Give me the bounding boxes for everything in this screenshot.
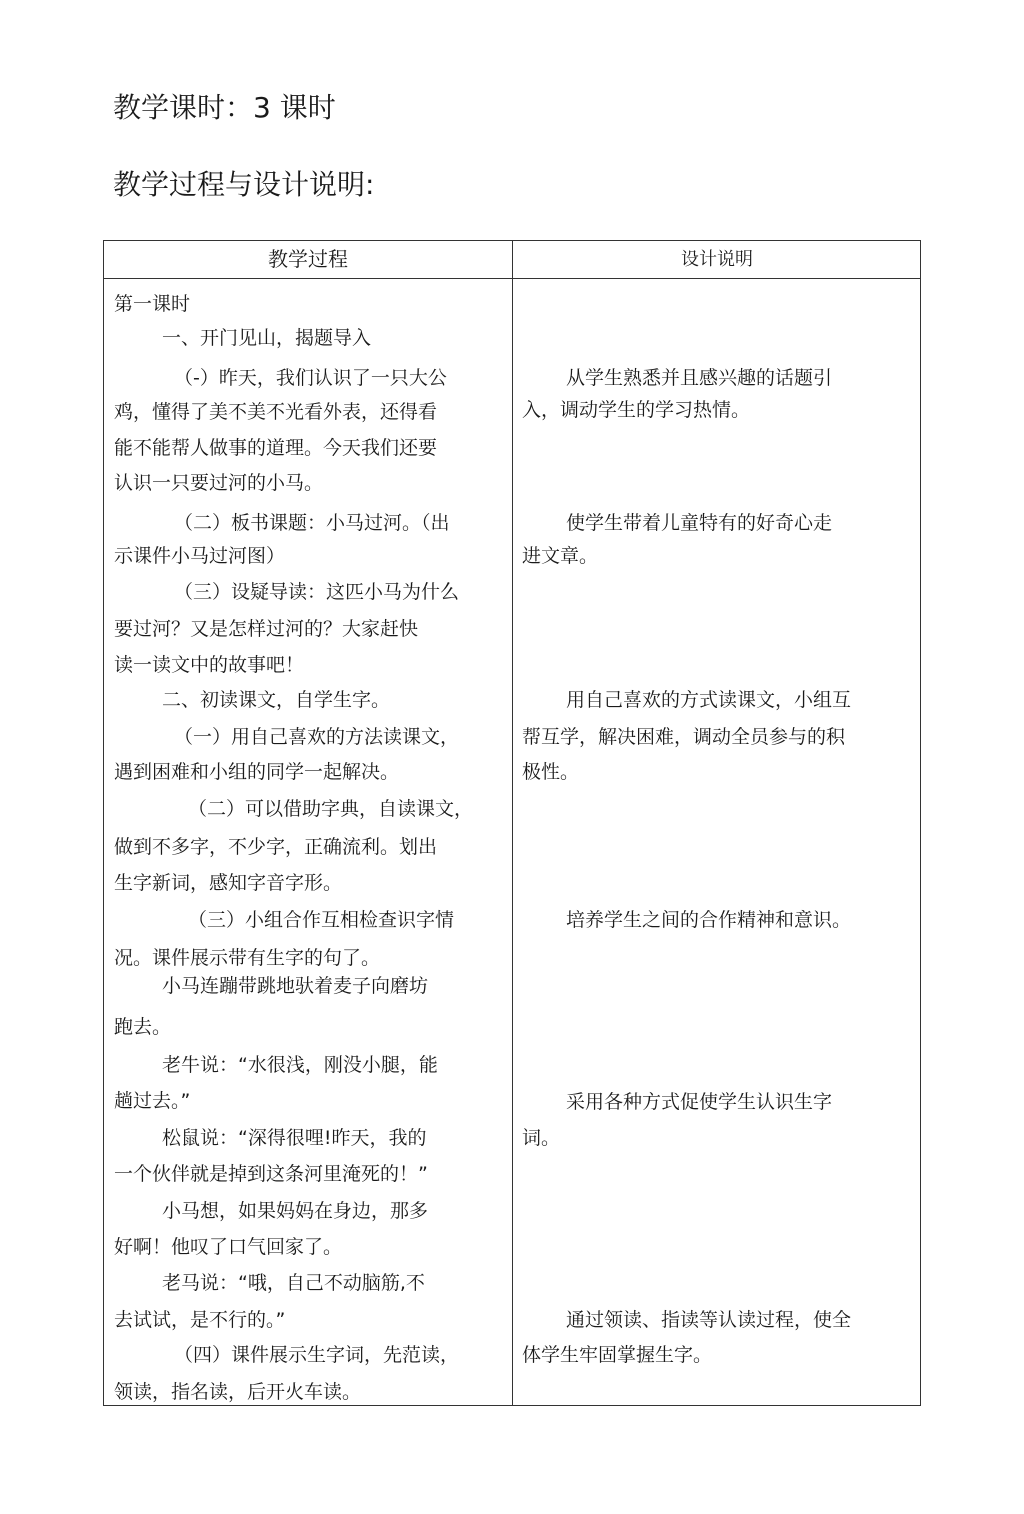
process-line: （二）可以借助字典，自读课文， bbox=[188, 798, 474, 820]
process-line: 好啊！他叹了口气回家了。 bbox=[114, 1236, 343, 1258]
process-line: （三）设疑导读：这匹小马为什么 bbox=[174, 581, 460, 603]
process-line: 趟过去。” bbox=[114, 1090, 191, 1112]
process-line: 一、开门见山，揭题导入 bbox=[162, 327, 372, 349]
teaching-hours-heading: 教学课时：3 课时 bbox=[113, 91, 336, 124]
process-line: 要过河？又是怎样过河的？大家赶快 bbox=[114, 618, 419, 640]
design-note-line: 极性。 bbox=[522, 761, 580, 783]
design-note-line: 使学生带着儿童特有的好奇心走 bbox=[566, 512, 833, 534]
column-header-design-notes: 设计说明 bbox=[681, 249, 753, 270]
lesson-plan-table bbox=[103, 240, 921, 1406]
process-line: （一）用自己喜欢的方法读课文， bbox=[174, 726, 460, 748]
process-line: 跑去。 bbox=[114, 1016, 172, 1038]
process-line: 领读，指名读，后开火车读。 bbox=[114, 1381, 362, 1403]
design-note-line: 从学生熟悉并且感兴趣的话题引 bbox=[566, 367, 833, 389]
process-line: （二）板书课题：小马过河。（出 bbox=[174, 512, 450, 534]
process-line: 读一读文中的故事吧！ bbox=[114, 654, 305, 676]
design-note-line: 采用各种方式促使学生认识生字 bbox=[566, 1091, 833, 1113]
process-line: 做到不多字，不少字，正确流利。划出 bbox=[114, 836, 438, 858]
process-line: 小马想，如果妈妈在身边，那多 bbox=[162, 1200, 429, 1222]
design-note-line: 通过领读、指读等认读过程，使全 bbox=[566, 1309, 852, 1331]
column-divider bbox=[512, 241, 513, 1405]
process-line: （-）昨天，我们认识了一只大公 bbox=[174, 367, 447, 389]
process-line: 二、初读课文，自学生字。 bbox=[162, 689, 391, 711]
process-line: 生字新词，感知字音字形。 bbox=[114, 872, 343, 894]
design-note-line: 入，调动学生的学习热情。 bbox=[522, 399, 751, 421]
process-line: 鸡，懂得了美不美不光看外表，还得看 bbox=[114, 401, 438, 423]
process-line: 能不能帮人做事的道理。今天我们还要 bbox=[114, 437, 438, 459]
design-note-line: 帮互学，解决困难，调动全员参与的积 bbox=[522, 726, 846, 748]
design-note-line: 用自己喜欢的方式读课文，小组互 bbox=[566, 689, 852, 711]
process-line: 况。课件展示带有生字的句了。 bbox=[114, 947, 381, 969]
process-line: 一个伙伴就是掉到这条河里淹死的！” bbox=[114, 1163, 428, 1185]
process-line: 第一课时 bbox=[114, 293, 191, 315]
process-line: 认识一只要过河的小马。 bbox=[114, 472, 324, 494]
design-note-line: 体学生牢固掌握生字。 bbox=[522, 1344, 713, 1366]
process-line: 遇到困难和小组的同学一起解决。 bbox=[114, 761, 400, 783]
process-line: 小马连蹦带跳地驮着麦子向磨坊 bbox=[162, 975, 429, 997]
header-divider bbox=[104, 278, 920, 279]
design-note-line: 词。 bbox=[522, 1127, 561, 1149]
teaching-process-heading: 教学过程与设计说明: bbox=[113, 168, 375, 201]
process-line: 去试试，是不行的。” bbox=[114, 1309, 286, 1331]
design-note-line: 进文章。 bbox=[522, 545, 599, 567]
process-line: 松鼠说：“深得很哩!昨天，我的 bbox=[162, 1127, 427, 1149]
design-note-line: 培养学生之间的合作精神和意识。 bbox=[566, 909, 852, 931]
process-line: 老马说：“哦，自己不动脑筋,不 bbox=[162, 1272, 425, 1294]
process-line: （三）小组合作互相检查识字情 bbox=[188, 909, 455, 931]
process-line: （四）课件展示生字词，先范读， bbox=[174, 1344, 460, 1366]
process-line: 示课件小马过河图） bbox=[114, 545, 286, 567]
process-line: 老牛说：“水很浅，刚没小腿，能 bbox=[162, 1054, 438, 1076]
column-header-teaching-process: 教学过程 bbox=[268, 247, 348, 271]
